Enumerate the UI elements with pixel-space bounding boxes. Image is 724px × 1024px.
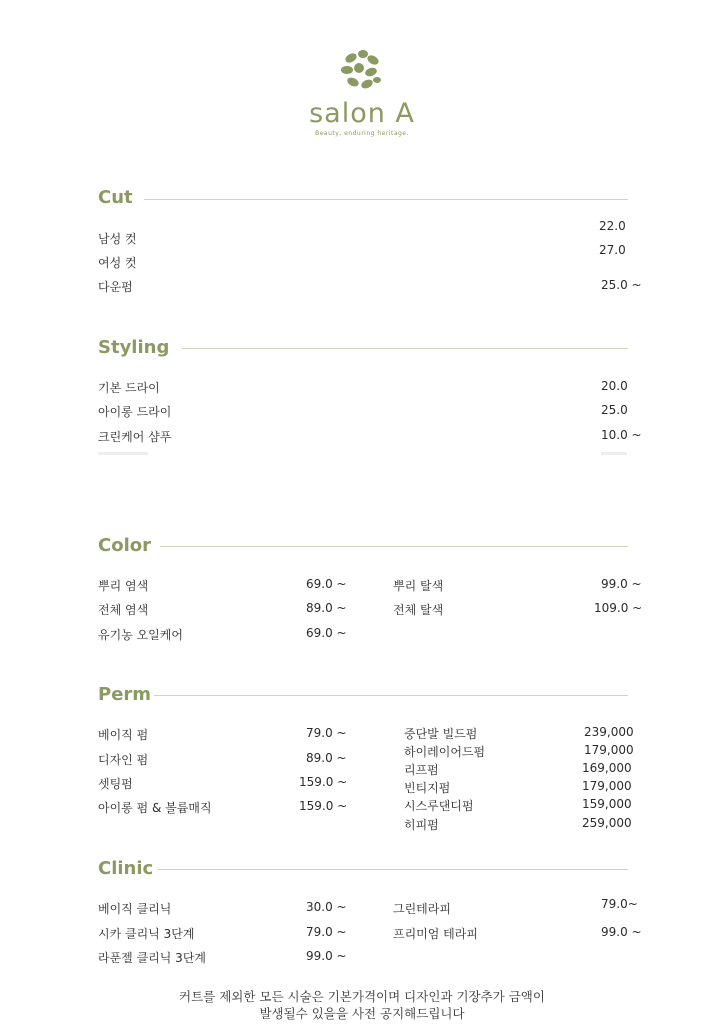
menu-item-name: 베이직 펌	[98, 728, 149, 742]
menu-item-price: 10.0 ~	[601, 428, 642, 442]
footer-note	[0, 988, 724, 1022]
menu-item-price: 159,000	[582, 797, 632, 811]
footer-note-line1: 커트를 제외한 모든 시술은 기본가격이며 디자인과 기장추가 금액이	[179, 989, 545, 1004]
menu-item-name: 라푼젤 클리닉 3단계	[98, 951, 207, 965]
menu-item-price: 69.0 ~	[306, 626, 347, 640]
cropped-text-remnant	[98, 452, 148, 455]
leaf-logo-icon	[337, 48, 387, 96]
section-title-color: Color	[98, 535, 151, 556]
menu-item-name: 기본 드라이	[98, 381, 160, 395]
menu-item-price: 89.0 ~	[306, 601, 347, 615]
menu-item-price: 99.0 ~	[601, 577, 642, 591]
menu-item-price: 169,000	[582, 761, 632, 775]
menu-item-price: 89.0 ~	[306, 751, 347, 765]
menu-item-name: 유기농 오일케어	[98, 628, 183, 642]
menu-item-name: 히피펌	[404, 818, 439, 832]
menu-item-name: 중단발 빌드펌	[404, 727, 478, 741]
menu-item-name: 다운펌	[98, 280, 133, 294]
menu-item-name: 그린테라피	[393, 902, 451, 916]
menu-item-price: 159.0 ~	[299, 775, 348, 789]
menu-item-price: 79.0 ~	[306, 925, 347, 939]
menu-item-price: 159.0 ~	[299, 799, 348, 813]
brand-tagline: Beauty, enduring heritage.	[315, 130, 409, 137]
menu-item-name: 시스루댄디펌	[404, 799, 474, 813]
menu-item-price: 30.0 ~	[306, 900, 347, 914]
menu-item-name: 남성 컷	[98, 232, 137, 246]
menu-item-name: 베이직 클리닉	[98, 902, 172, 916]
menu-item-price: 179,000	[582, 779, 632, 793]
cropped-text-remnant	[601, 452, 627, 455]
menu-item-name: 아이롱 드라이	[98, 405, 172, 419]
menu-item-name: 빈티지펌	[404, 781, 451, 795]
menu-item-name: 하이레이어드펌	[404, 745, 486, 759]
brand-name: salon A	[309, 98, 415, 129]
section-title-clinic: Clinic	[98, 858, 154, 879]
menu-item-price: 109.0 ~	[594, 601, 643, 615]
menu-item-name: 리프펌	[404, 763, 439, 777]
footer-note-line2: 발생될수 있을을 사전 공지해드립니다	[259, 1006, 465, 1021]
divider-perm	[154, 695, 628, 696]
menu-item-price: 99.0 ~	[306, 949, 347, 963]
menu-item-price: 25.0	[601, 403, 628, 417]
section-title-styling: Styling	[98, 337, 170, 358]
menu-item-price: 27.0	[599, 243, 626, 257]
logo	[0, 48, 724, 137]
menu-item-name: 아이롱 펌 & 볼륨매직	[98, 801, 212, 815]
menu-item-price: 20.0	[601, 379, 628, 393]
menu-item-name: 전체 염색	[98, 603, 149, 617]
menu-item-price: 99.0 ~	[601, 925, 642, 939]
menu-item-price: 22.0	[599, 219, 626, 233]
menu-item-price: 259,000	[582, 816, 632, 830]
menu-item-price: 239,000	[584, 725, 634, 739]
section-title-perm: Perm	[98, 684, 152, 705]
menu-item-price: 79.0~	[601, 897, 638, 911]
menu-item-name: 디자인 펌	[98, 753, 149, 767]
menu-item-name: 셋팅펌	[98, 777, 133, 791]
divider-color	[160, 546, 628, 547]
menu-item-name: 프리미엄 테라피	[393, 927, 478, 941]
section-title-cut: Cut	[98, 187, 133, 208]
menu-item-price: 25.0 ~	[601, 278, 642, 292]
menu-item-name: 여성 컷	[98, 256, 137, 270]
menu-item-price: 69.0 ~	[306, 577, 347, 591]
menu-item-price: 79.0 ~	[306, 726, 347, 740]
menu-item-name: 시카 클리닉 3단계	[98, 927, 195, 941]
menu-item-name: 전체 탈색	[393, 603, 444, 617]
divider-cut	[144, 199, 628, 200]
divider-clinic	[158, 869, 628, 870]
menu-item-name: 크린케어 샴푸	[98, 430, 172, 444]
menu-item-price: 179,000	[584, 743, 634, 757]
divider-styling	[182, 348, 628, 349]
menu-item-name: 뿌리 탈색	[393, 579, 444, 593]
menu-item-name: 뿌리 염색	[98, 579, 149, 593]
